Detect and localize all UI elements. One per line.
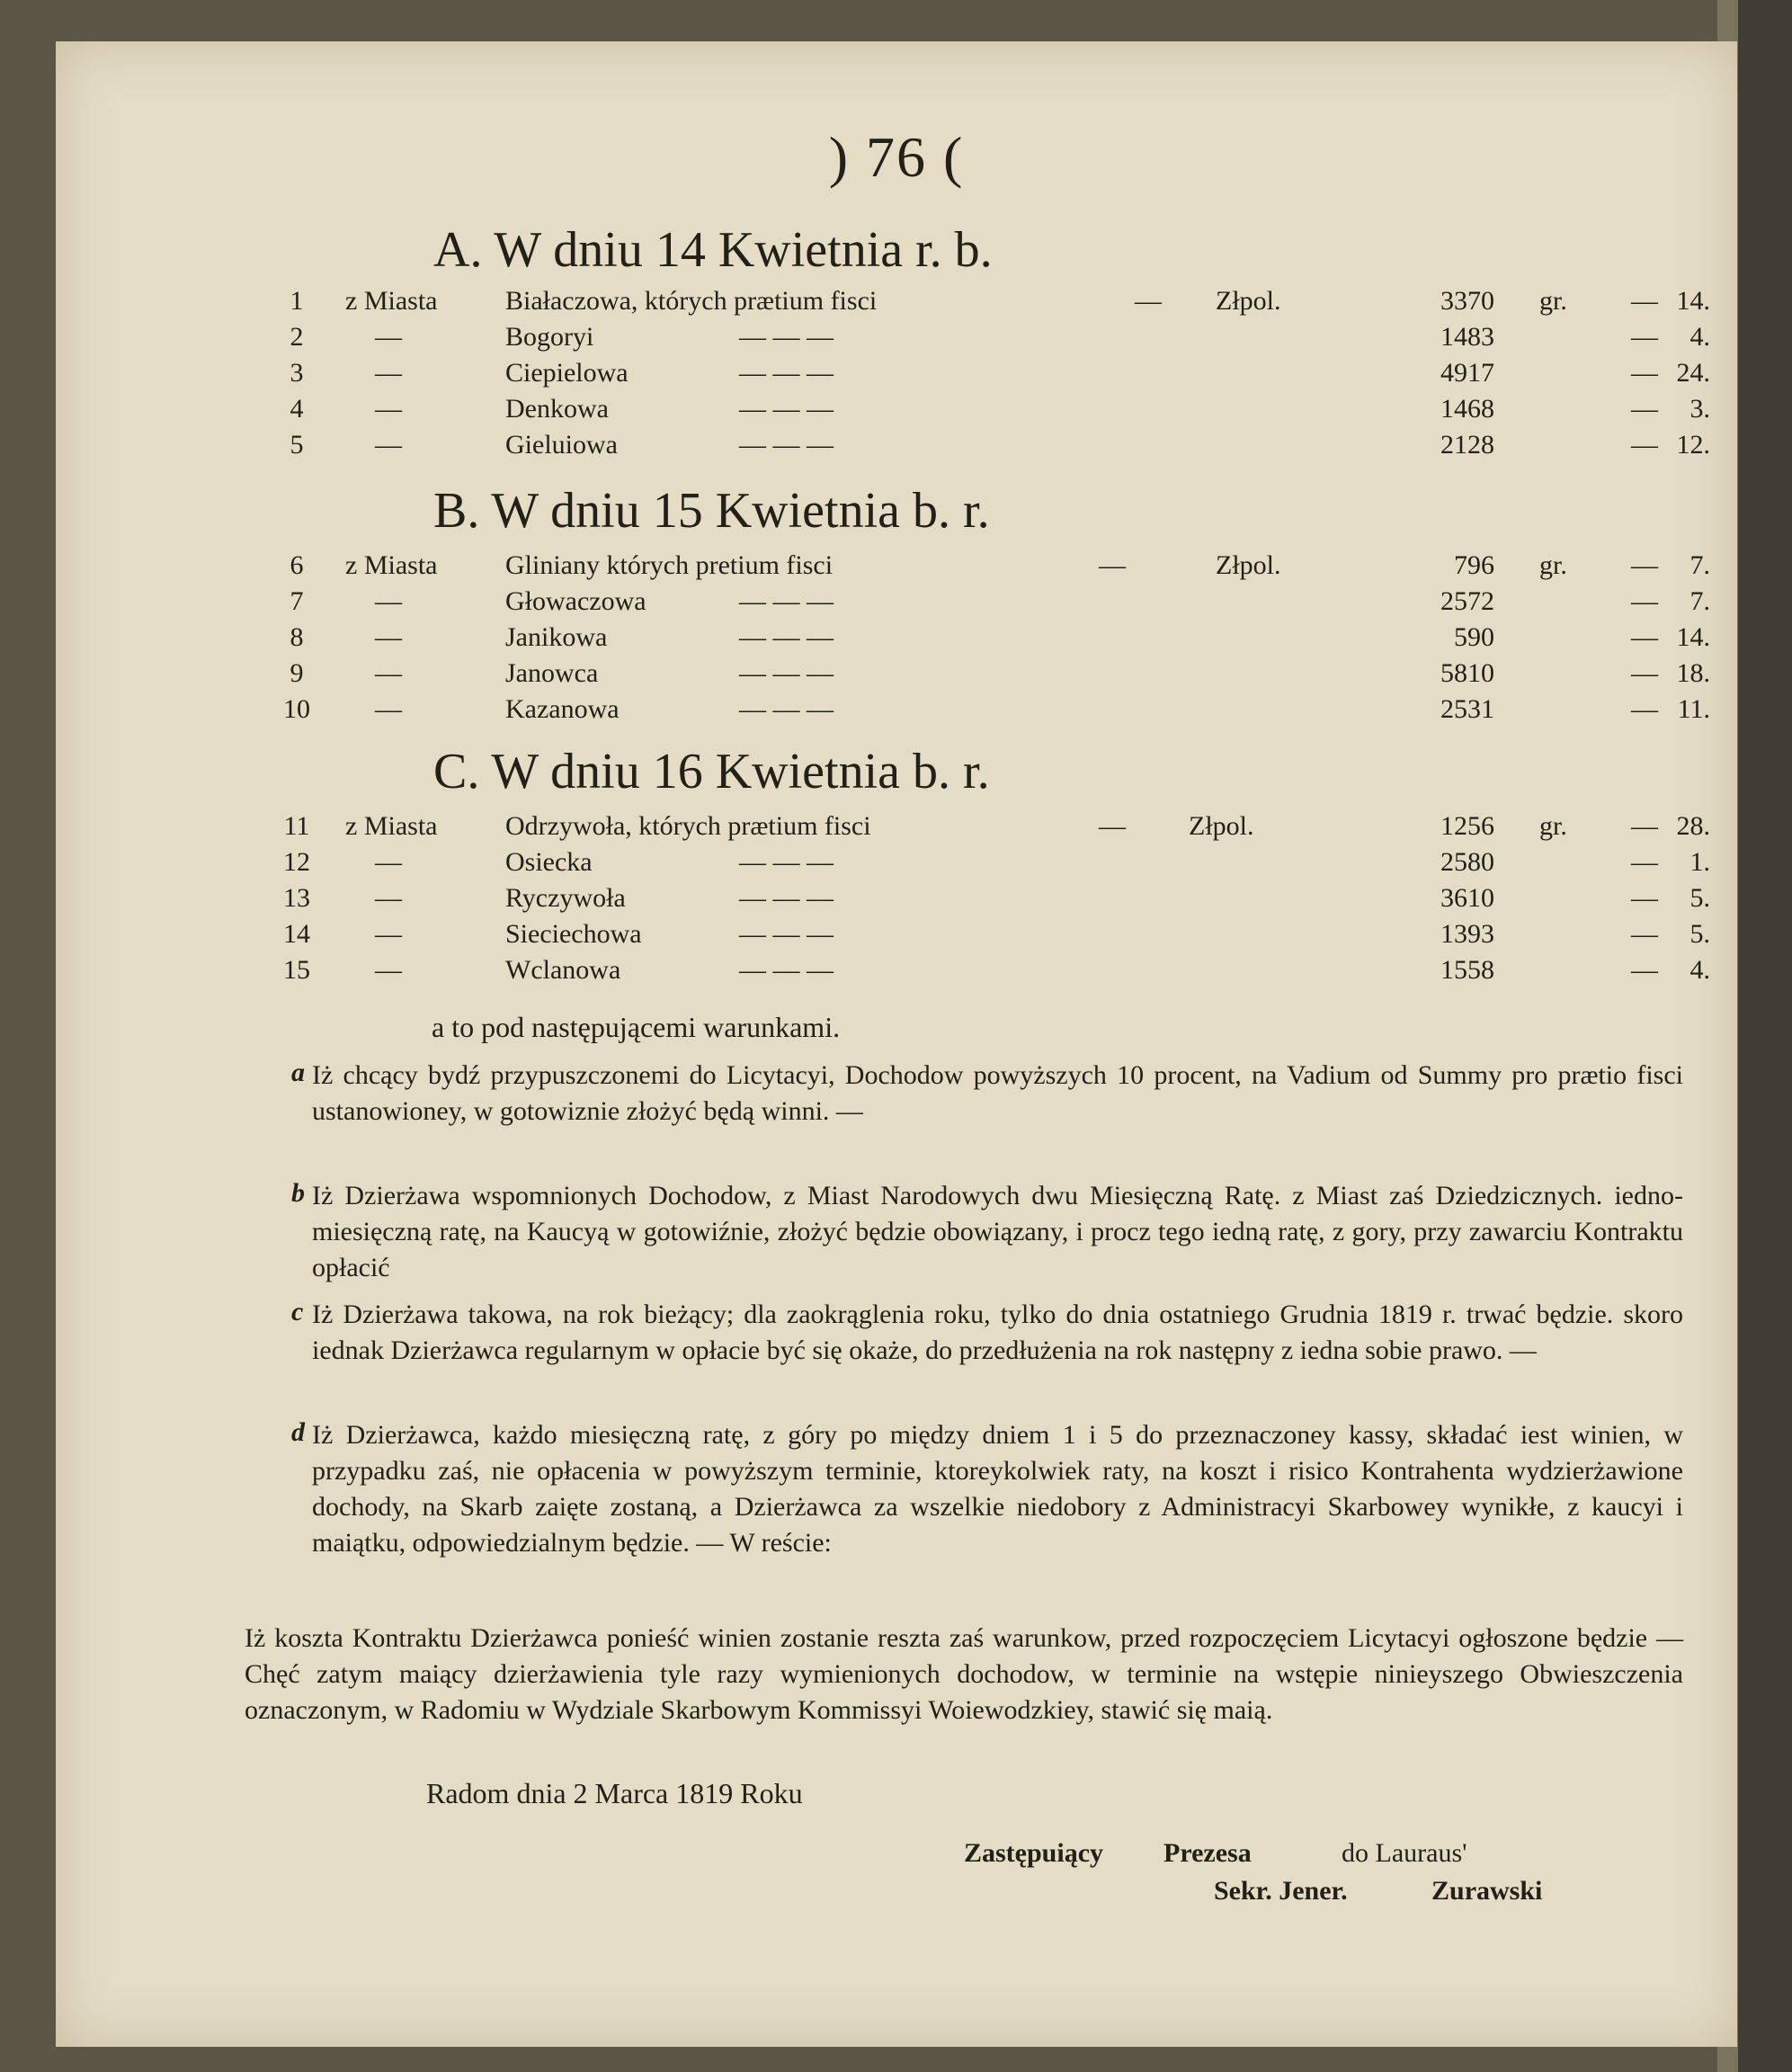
amount: 2531: [1440, 694, 1494, 724]
row-number: 2: [290, 322, 304, 352]
row-prefix: z Miasta: [345, 550, 438, 580]
currency-unit: Złpol.: [1189, 811, 1254, 841]
row-dash: —: [1631, 883, 1658, 913]
row-dash: —: [1631, 358, 1658, 388]
row-dash: — — —: [739, 694, 834, 724]
signature-title: Prezesa: [1163, 1838, 1252, 1868]
row-number: 15: [283, 955, 310, 985]
row-number: 11: [283, 811, 310, 841]
row-dash: —: [1631, 658, 1658, 688]
row-number: 10: [283, 694, 310, 724]
clause-b-text: Iż Dzierżawa wspomnionych Dochodow, z Miast Narodowych dwu Miesięczną Ratę. z Miast zaś Dziedzicznych. iedno-miesięczną ratę, na Kaucyą w gotowiźnie, złożyć będzie obowiązany, i procz tego iedną ratę, z gory, przy zawarciu Kontraktu opłacić: [312, 1181, 1683, 1282]
town-name: Gliniany których pretium fisci: [505, 550, 834, 580]
row-prefix: —: [375, 430, 402, 460]
row-prefix: —: [375, 658, 402, 688]
row-dash: —: [1631, 430, 1658, 460]
amount: 1393: [1440, 919, 1494, 949]
row-prefix: —: [375, 586, 402, 616]
section-b-heading: B. W dniu 15 Kwietnia b. r.: [433, 483, 990, 539]
row-dash: — — —: [739, 622, 834, 652]
row-number: 8: [290, 622, 304, 652]
table-row: [56, 883, 1737, 917]
row-number: 9: [290, 658, 304, 688]
row-dash: —: [1631, 394, 1658, 424]
row-prefix: z Miasta: [345, 811, 438, 841]
grosz-value: 3.: [1689, 394, 1710, 424]
grosz-value: 24.: [1676, 358, 1710, 388]
row-dash: —: [1631, 811, 1658, 841]
table-row: [56, 955, 1737, 989]
table-row: [56, 394, 1737, 428]
grosz-value: 14.: [1676, 286, 1710, 316]
row-dash: — — —: [739, 394, 834, 424]
section-a-heading: A. W dniu 14 Kwietnia r. b.: [433, 222, 993, 278]
grosz-value: 18.: [1676, 658, 1710, 688]
row-dash: — — —: [739, 586, 834, 616]
row-number: 14: [283, 919, 310, 949]
row-number: 7: [290, 586, 304, 616]
currency-unit: Złpol.: [1216, 550, 1281, 580]
amount: 2128: [1440, 430, 1494, 460]
row-dash: — — —: [739, 430, 834, 460]
signature-role: Zastępuiący: [964, 1838, 1104, 1868]
page-number: ) 76 (: [828, 125, 965, 189]
row-dash: —: [1631, 550, 1658, 580]
row-dash: —: [1631, 622, 1658, 652]
clause-a-marker: a: [291, 1058, 305, 1087]
table-row: [56, 430, 1737, 464]
amount: 1483: [1440, 322, 1494, 352]
grosz-value: 7.: [1689, 586, 1710, 616]
row-prefix: —: [375, 883, 402, 913]
grosz-label: gr.: [1539, 286, 1567, 316]
row-prefix: —: [375, 322, 402, 352]
grosz-label: gr.: [1539, 811, 1567, 841]
signature-name: do Lauraus': [1342, 1838, 1467, 1868]
grosz-value: 4.: [1689, 322, 1710, 352]
table-row: [56, 658, 1737, 692]
row-number: 4: [290, 394, 304, 424]
town-name: Sieciechowa: [505, 919, 642, 949]
table-row: [56, 286, 1737, 320]
amount: 1558: [1440, 955, 1494, 985]
town-name: Gieluiowa: [505, 430, 618, 460]
row-dash: —: [1099, 811, 1126, 841]
row-prefix: —: [375, 394, 402, 424]
town-name: Głowaczowa: [505, 586, 646, 616]
amount: 2572: [1440, 586, 1494, 616]
row-dash: —: [1631, 694, 1658, 724]
grosz-label: gr.: [1539, 550, 1567, 580]
row-dash: —: [1631, 919, 1658, 949]
town-name: Kazanowa: [505, 694, 620, 724]
clause-c-text: Iż Dzierżawa takowa, na rok bieżący; dla zaokrąglenia roku, tylko do dnia ostatniego Grudnia 1819 r. trwać będzie. skoro iednak Dzierżawca regularnym w opłacie być się okaże, do przedłużenia na rok następny z iedna sobie prawo. —: [312, 1299, 1683, 1365]
grosz-value: 11.: [1677, 694, 1710, 724]
town-name: Osiecka: [505, 847, 593, 877]
table-row: [56, 358, 1737, 392]
row-dash: — — —: [739, 883, 834, 913]
row-dash: — — —: [739, 358, 834, 388]
row-dash: —: [1631, 847, 1658, 877]
clause-d-marker: d: [291, 1417, 305, 1447]
town-name: Ciepielowa: [505, 358, 629, 388]
row-prefix: —: [375, 622, 402, 652]
amount: 1468: [1440, 394, 1494, 424]
row-number: 12: [283, 847, 310, 877]
table-row: [56, 847, 1737, 881]
final-paragraph: Iż koszta Kontraktu Dzierżawca ponieść winien zostanie reszta zaś warunkow, przed rozpoczęciem Licytacyi ogłoszone będzie — Chęć zatym maiący dzierżawienia tyle razy wymienionych dochodow, w terminie na wstępie ninieyszego Obwieszczenia oznaczonym, w Radomiu w Wydziale Skarbowym Kommissyi Woiewodzkiey, stawić się maią.: [245, 1623, 1683, 1725]
row-dash: — — —: [739, 919, 834, 949]
town-name: Janowca: [505, 658, 599, 688]
town-name: Wclanowa: [505, 955, 621, 985]
grosz-value: 1.: [1689, 847, 1710, 877]
row-number: 5: [290, 430, 304, 460]
table-row: [56, 919, 1737, 953]
row-dash: —: [1135, 286, 1162, 316]
clause-c-marker: c: [291, 1297, 304, 1326]
row-dash: — — —: [739, 322, 834, 352]
clause-b-marker: b: [291, 1178, 305, 1208]
secretary-title: Sekr. Jener.: [1214, 1876, 1348, 1906]
row-prefix: —: [375, 847, 402, 877]
amount: 1256: [1440, 811, 1494, 841]
row-dash: —: [1631, 586, 1658, 616]
row-dash: —: [1631, 286, 1658, 316]
town-name: Odrzywoła, których prætium fisci: [505, 811, 871, 841]
secretary-name: Zurawski: [1431, 1876, 1543, 1906]
grosz-value: 4.: [1689, 955, 1710, 985]
grosz-value: 12.: [1676, 430, 1710, 460]
row-dash: — — —: [739, 658, 834, 688]
row-number: 1: [290, 286, 304, 316]
row-dash: —: [1631, 322, 1658, 352]
grosz-value: 5.: [1689, 883, 1710, 913]
document-page: [56, 41, 1737, 2047]
amount: 4917: [1440, 358, 1494, 388]
town-name: Bogoryi: [505, 322, 594, 352]
dark-background-strip: [1738, 0, 1792, 2072]
amount: 5810: [1440, 658, 1494, 688]
clause-a-text: Iż chcący bydź przypuszczonemi do Licytacyi, Dochodow powyższych 10 procent, na Vadium od Summy pro prætio fisci ustanowioney, w gotowiznie złożyć będą winni. —: [312, 1060, 1683, 1126]
row-prefix: —: [375, 694, 402, 724]
table-row: [56, 550, 1737, 585]
table-row: [56, 586, 1737, 621]
date-line: Radom dnia 2 Marca 1819 Roku: [426, 1777, 803, 1809]
amount: 796: [1454, 550, 1494, 580]
row-dash: — — —: [739, 847, 834, 877]
row-number: 13: [283, 883, 310, 913]
currency-unit: Złpol.: [1216, 286, 1281, 316]
section-c-heading: C. W dniu 16 Kwietnia b. r.: [433, 744, 990, 799]
row-dash: —: [1631, 955, 1658, 985]
row-dash: —: [1099, 550, 1126, 580]
amount: 2580: [1440, 847, 1494, 877]
row-prefix: —: [375, 955, 402, 985]
amount: 590: [1454, 622, 1494, 652]
table-row: [56, 694, 1737, 728]
clause-d-text: Iż Dzierżawca, każdo miesięczną ratę, z góry po między dniem 1 i 5 do przeznaczoney kassy, składać iest winien, w przypadku zaś, nie opłacenia w powyższym terminie, ktoreykolwiek raty, na koszt i risico Kontrahenta wydzierżawione dochody, na Skarb zaięte zostaną, a Dzierżawca za wszelkie niedobory z Administracyi Skarbowey wynikłe, z kaucyi i maiątku, odpowiedzialnym będzie. — W reście:: [312, 1420, 1683, 1558]
amount: 3610: [1440, 883, 1494, 913]
town-name: Białaczowa, których prætium fisci: [505, 286, 878, 316]
grosz-value: 5.: [1689, 919, 1710, 949]
table-row: [56, 622, 1737, 656]
row-dash: — — —: [739, 955, 834, 985]
row-number: 6: [290, 550, 304, 580]
row-prefix: —: [375, 358, 402, 388]
grosz-value: 7.: [1689, 550, 1710, 580]
row-prefix: z Miasta: [345, 286, 438, 316]
town-name: Ryczywoła: [505, 883, 626, 913]
table-row: [56, 811, 1737, 845]
table-row: [56, 322, 1737, 356]
amount: 3370: [1440, 286, 1494, 316]
conditions-intro: a to pod następującemi warunkami.: [432, 1011, 841, 1043]
row-prefix: —: [375, 919, 402, 949]
row-number: 3: [290, 358, 304, 388]
grosz-value: 28.: [1676, 811, 1710, 841]
town-name: Denkowa: [505, 394, 609, 424]
grosz-value: 14.: [1676, 622, 1710, 652]
town-name: Janikowa: [505, 622, 608, 652]
